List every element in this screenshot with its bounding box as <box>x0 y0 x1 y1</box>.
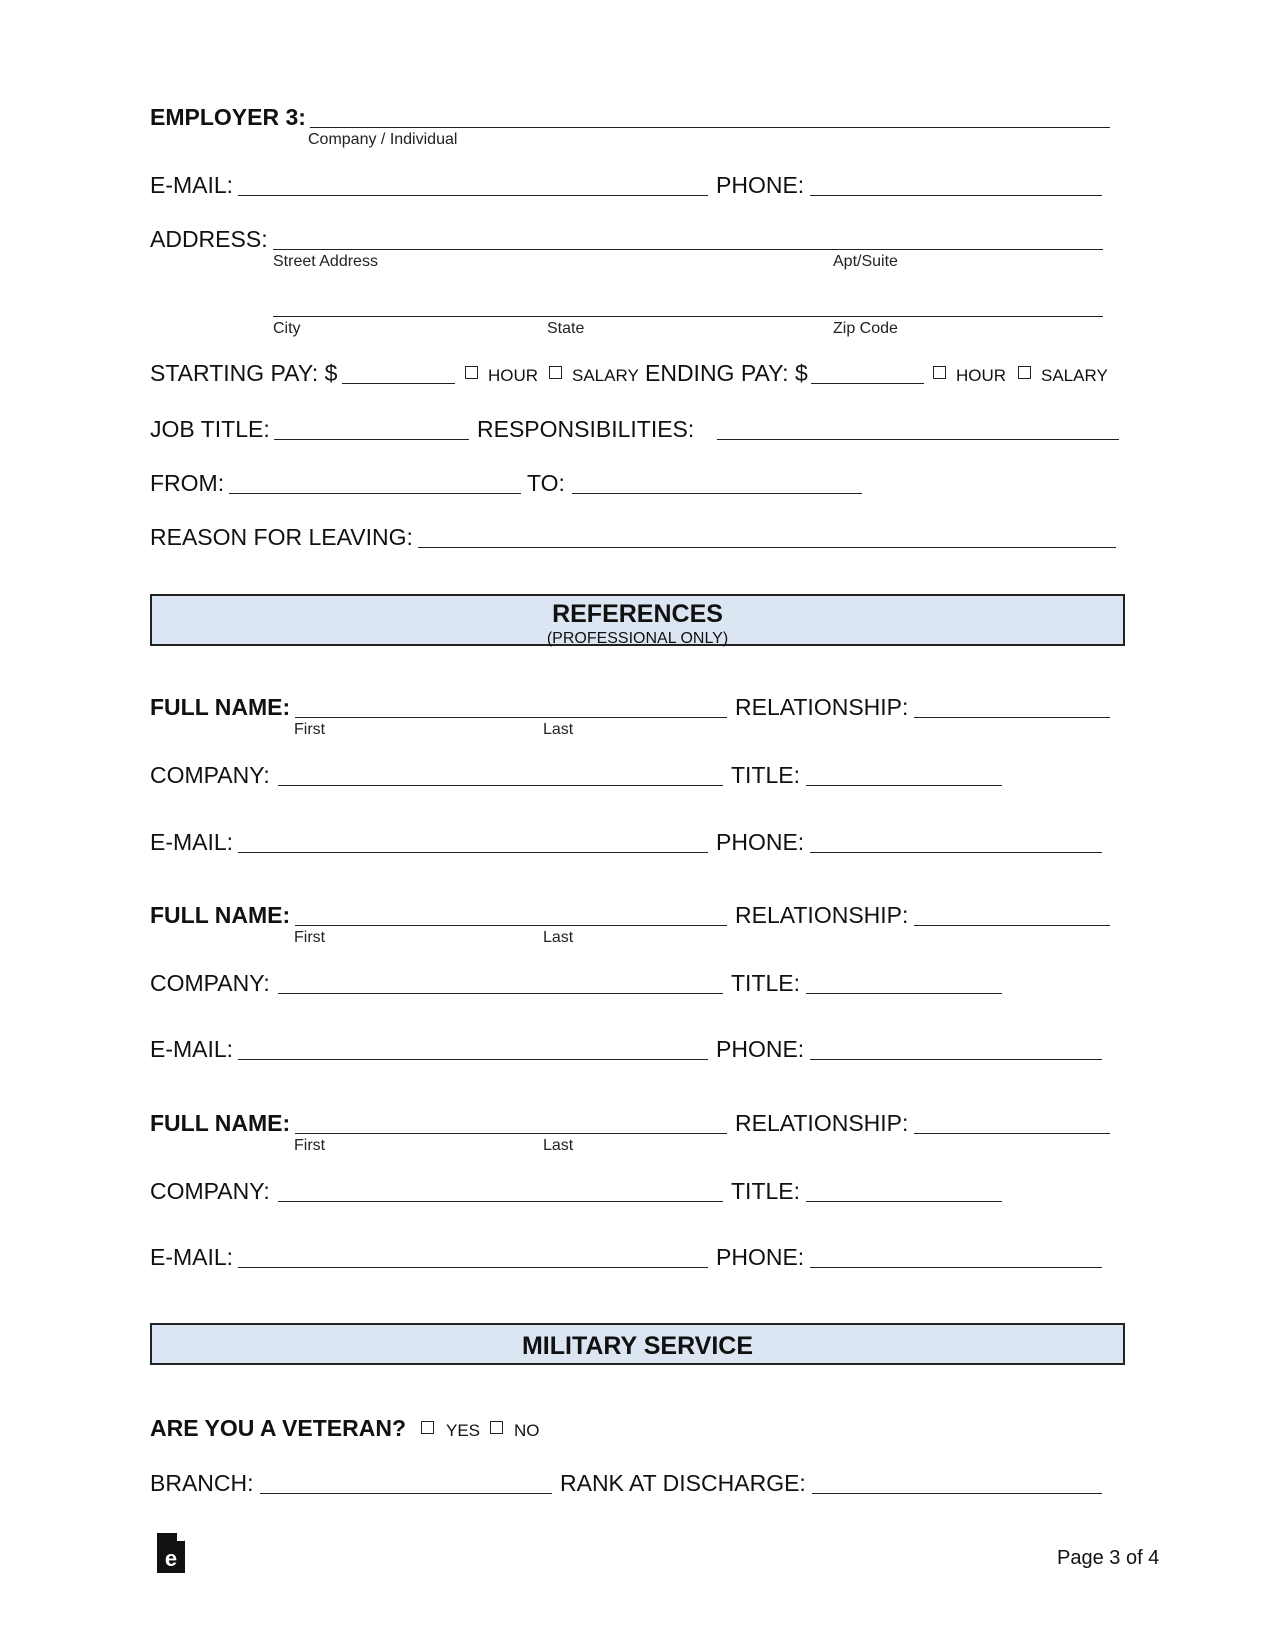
references-subtitle: (PROFESSIONAL ONLY) <box>546 630 729 647</box>
ref1-first-sub: First <box>294 721 326 738</box>
ref2-last-sub: Last <box>543 929 574 946</box>
rank-label: RANK AT DISCHARGE: <box>560 1470 806 1496</box>
street-address-field[interactable] <box>273 249 1103 250</box>
from-label: FROM: <box>150 470 225 496</box>
from-field[interactable] <box>229 493 521 494</box>
ref3-relationship-field[interactable] <box>914 1133 1110 1134</box>
ending-pay-field[interactable] <box>811 383 924 384</box>
branch-label: BRANCH: <box>150 1470 254 1496</box>
reason-label: REASON FOR LEAVING: <box>150 524 413 550</box>
ref2-phone-field[interactable] <box>810 1059 1102 1060</box>
ref3-first-sub: First <box>294 1137 326 1154</box>
ending-hour-checkbox[interactable] <box>933 366 946 379</box>
ref1-company-label: COMPANY: <box>150 762 270 788</box>
ref2-company-label: COMPANY: <box>150 970 270 996</box>
city-sub-label: City <box>273 320 301 337</box>
ref2-first-sub: First <box>294 929 326 946</box>
employer-phone-field[interactable] <box>810 195 1102 196</box>
ref3-phone-label: PHONE: <box>716 1244 805 1270</box>
ref1-phone-label: PHONE: <box>716 829 805 855</box>
ref1-relationship-label: RELATIONSHIP: <box>735 694 909 720</box>
veteran-label: ARE YOU A VETERAN? <box>150 1415 407 1441</box>
ref3-company-label: COMPANY: <box>150 1178 270 1204</box>
ref2-email-field[interactable] <box>238 1059 708 1060</box>
ref1-email-label: E-MAIL: <box>150 829 234 855</box>
ref2-relationship-label: RELATIONSHIP: <box>735 902 909 928</box>
to-field[interactable] <box>572 493 862 494</box>
ref1-full-name-field[interactable] <box>295 717 727 718</box>
ref1-last-sub: Last <box>543 721 574 738</box>
starting-pay-label: STARTING PAY: $ <box>150 360 338 386</box>
page-number: Page 3 of 4 <box>1057 1547 1160 1569</box>
company-sub-label: Company / Individual <box>308 131 458 148</box>
responsibilities-field[interactable] <box>717 439 1119 440</box>
job-title-label: JOB TITLE: <box>150 416 270 442</box>
ref3-title-label: TITLE: <box>731 1178 801 1204</box>
responsibilities-label: RESPONSIBILITIES: <box>477 416 695 442</box>
ending-pay-label: ENDING PAY: $ <box>645 360 808 386</box>
references-title: REFERENCES <box>552 600 723 628</box>
employer-label: EMPLOYER 3: <box>150 104 306 130</box>
ref2-full-name-field[interactable] <box>295 925 727 926</box>
ref1-title-field[interactable] <box>806 785 1002 786</box>
ref2-relationship-field[interactable] <box>914 925 1110 926</box>
ref1-company-field[interactable] <box>278 785 723 786</box>
ref2-email-label: E-MAIL: <box>150 1036 234 1062</box>
employer-email-field[interactable] <box>238 195 708 196</box>
employer-email-label: E-MAIL: <box>150 172 234 198</box>
ending-salary-label: SALARY <box>1041 366 1108 385</box>
starting-hour-label: HOUR <box>488 366 539 385</box>
ref3-phone-field[interactable] <box>810 1267 1102 1268</box>
address-label: ADDRESS: <box>150 226 268 252</box>
ref3-company-field[interactable] <box>278 1201 723 1202</box>
starting-salary-label: SALARY <box>572 366 639 385</box>
ref3-title-field[interactable] <box>806 1201 1002 1202</box>
ref3-full-name-label: FULL NAME: <box>150 1110 291 1136</box>
veteran-no-label: NO <box>514 1421 540 1440</box>
starting-pay-field[interactable] <box>342 383 455 384</box>
svg-text:e: e <box>164 1546 178 1571</box>
ending-hour-label: HOUR <box>956 366 1007 385</box>
military-header <box>150 1323 1125 1365</box>
apt-sub-label: Apt/Suite <box>833 253 898 270</box>
veteran-no-checkbox[interactable] <box>490 1421 503 1434</box>
ref3-relationship-label: RELATIONSHIP: <box>735 1110 909 1136</box>
zip-sub-label: Zip Code <box>833 320 898 337</box>
rank-field[interactable] <box>812 1493 1102 1494</box>
ref3-last-sub: Last <box>543 1137 574 1154</box>
employer-company-field[interactable] <box>310 127 1110 128</box>
ref2-title-field[interactable] <box>806 993 1002 994</box>
to-label: TO: <box>527 470 565 496</box>
state-sub-label: State <box>547 320 585 337</box>
document-e-icon <box>157 1533 185 1573</box>
ref1-relationship-field[interactable] <box>914 717 1110 718</box>
employer-phone-label: PHONE: <box>716 172 805 198</box>
veteran-yes-checkbox[interactable] <box>421 1421 434 1434</box>
job-title-field[interactable] <box>274 439 469 440</box>
starting-salary-checkbox[interactable] <box>549 366 562 379</box>
ref2-company-field[interactable] <box>278 993 723 994</box>
ref2-full-name-label: FULL NAME: <box>150 902 291 928</box>
ref1-title-label: TITLE: <box>731 762 801 788</box>
ref1-full-name-label: FULL NAME: <box>150 694 291 720</box>
starting-hour-checkbox[interactable] <box>465 366 478 379</box>
street-sub-label: Street Address <box>273 253 378 270</box>
ending-salary-checkbox[interactable] <box>1018 366 1031 379</box>
ref2-title-label: TITLE: <box>731 970 801 996</box>
references-header <box>150 594 1125 646</box>
military-title: MILITARY SERVICE <box>521 1332 754 1360</box>
ref2-phone-label: PHONE: <box>716 1036 805 1062</box>
ref1-email-field[interactable] <box>238 852 708 853</box>
ref3-email-field[interactable] <box>238 1267 708 1268</box>
reason-field[interactable] <box>418 547 1116 548</box>
veteran-yes-label: YES <box>446 1421 481 1440</box>
ref3-email-label: E-MAIL: <box>150 1244 234 1270</box>
branch-field[interactable] <box>260 1493 552 1494</box>
ref1-phone-field[interactable] <box>810 852 1102 853</box>
city-state-zip-field[interactable] <box>273 316 1103 317</box>
ref3-full-name-field[interactable] <box>295 1133 727 1134</box>
